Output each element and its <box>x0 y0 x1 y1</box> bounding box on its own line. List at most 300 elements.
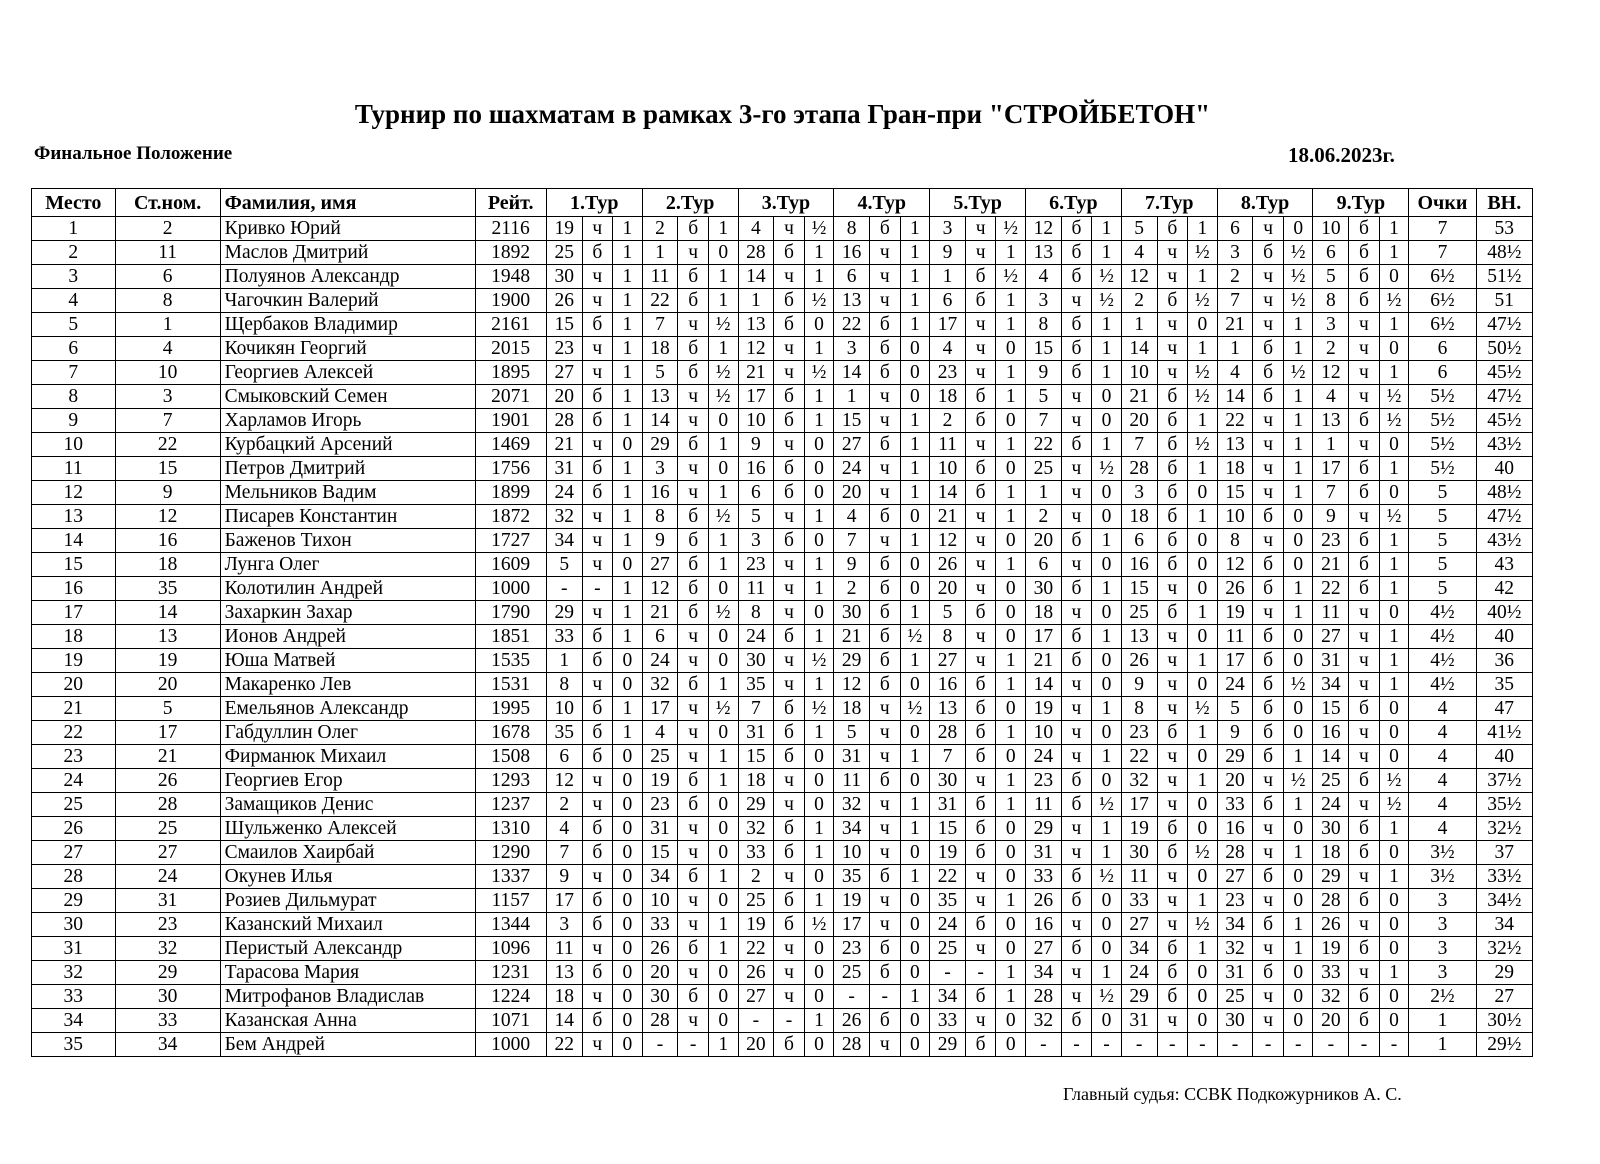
round-color-cell: ч <box>678 457 709 481</box>
round-color-cell: ч <box>1157 265 1188 289</box>
round-color-cell: б <box>1061 529 1092 553</box>
round-result-cell: 1 <box>996 649 1026 673</box>
round-opponent-cell: 9 <box>546 865 582 889</box>
round-opponent-cell: 13 <box>930 697 966 721</box>
round-result-cell: 0 <box>804 313 834 337</box>
round-result-cell: 0 <box>996 577 1026 601</box>
round-color-cell: б <box>582 913 613 937</box>
round-result-cell: 0 <box>1188 625 1218 649</box>
round-opponent-cell: 18 <box>1217 457 1253 481</box>
round-color-cell: б <box>1061 625 1092 649</box>
round-result-cell: 0 <box>996 913 1026 937</box>
round-result-cell: 1 <box>996 241 1026 265</box>
table-row <box>32 673 1533 697</box>
round-color-cell: б <box>965 985 996 1009</box>
round-opponent-cell: 32 <box>738 817 774 841</box>
round-color-cell: б <box>870 337 901 361</box>
round-color-cell: б <box>1253 625 1284 649</box>
place-cell: 20 <box>32 673 116 697</box>
points-cell: 4½ <box>1409 601 1476 625</box>
round-color-cell: ч <box>870 241 901 265</box>
round-result-cell: 0 <box>1379 889 1409 913</box>
round-color-cell: ч <box>774 769 805 793</box>
round-result-cell: 0 <box>613 649 643 673</box>
round-result-cell: ½ <box>900 697 930 721</box>
round-result-cell: 0 <box>900 337 930 361</box>
round-opponent-cell: 11 <box>1217 625 1253 649</box>
start-no-cell: 29 <box>115 961 220 985</box>
round-result-cell: 1 <box>1188 409 1218 433</box>
player-name-cell: Емельянов Александр <box>220 697 475 721</box>
round-result-cell: 0 <box>613 817 643 841</box>
round-result-cell: 1 <box>900 985 930 1009</box>
round-result-cell: 1 <box>613 697 643 721</box>
round-result-cell: 1 <box>1379 529 1409 553</box>
round-color-cell: ч <box>774 937 805 961</box>
start-no-cell: 7 <box>115 409 220 433</box>
tiebreak-cell: 48½ <box>1476 241 1532 265</box>
round-result-cell: 1 <box>1283 481 1313 505</box>
round-opponent-cell: 25 <box>930 937 966 961</box>
round-color-cell: б <box>1253 745 1284 769</box>
round-color-cell: б <box>1349 409 1380 433</box>
points-cell: 5½ <box>1409 385 1476 409</box>
place-cell: 10 <box>32 433 116 457</box>
place-cell: 33 <box>32 985 116 1009</box>
round-opponent-cell: - <box>1217 1033 1253 1057</box>
player-name-cell: Курбацкий Арсений <box>220 433 475 457</box>
round-color-cell: б <box>678 601 709 625</box>
round-color-cell: б <box>965 457 996 481</box>
round-result-cell: ½ <box>1283 241 1313 265</box>
round-color-cell: ч <box>1157 673 1188 697</box>
round-opponent-cell: 15 <box>834 409 870 433</box>
tiebreak-cell: 41½ <box>1476 721 1532 745</box>
table-row <box>32 241 1533 265</box>
round-result-cell: 1 <box>900 865 930 889</box>
round-opponent-cell: 19 <box>738 913 774 937</box>
round-opponent-cell: 34 <box>1026 961 1062 985</box>
place-cell: 19 <box>32 649 116 673</box>
player-name-cell: Баженов Тихон <box>220 529 475 553</box>
round-result-cell: 0 <box>900 673 930 697</box>
round-color-cell: б <box>774 385 805 409</box>
round-result-cell: 0 <box>1092 601 1122 625</box>
round-result-cell: 1 <box>1092 745 1122 769</box>
round-color-cell: ч <box>1253 217 1284 241</box>
round-opponent-cell: 16 <box>738 457 774 481</box>
round-result-cell: 1 <box>1283 937 1313 961</box>
table-row <box>32 505 1533 529</box>
table-row <box>32 553 1533 577</box>
tiebreak-cell: 51 <box>1476 289 1532 313</box>
player-name-cell: Маслов Дмитрий <box>220 241 475 265</box>
round-color-cell: б <box>1061 217 1092 241</box>
round-opponent-cell: 28 <box>642 1009 678 1033</box>
player-name-cell: Харламов Игорь <box>220 409 475 433</box>
round-color-cell: - <box>1061 1033 1092 1057</box>
round-color-cell: ч <box>774 649 805 673</box>
start-no-cell: 20 <box>115 673 220 697</box>
table-row <box>32 289 1533 313</box>
round-color-cell: б <box>774 1033 805 1057</box>
rating-cell: 1224 <box>475 985 546 1009</box>
round-result-cell: ½ <box>708 313 738 337</box>
round-opponent-cell: 4 <box>834 505 870 529</box>
tiebreak-cell: 48½ <box>1476 481 1532 505</box>
round-color-cell: ч <box>1253 457 1284 481</box>
round-result-cell: 1 <box>1379 457 1409 481</box>
round-color-cell: ч <box>1253 769 1284 793</box>
round-opponent-cell: 11 <box>930 433 966 457</box>
table-row <box>32 601 1533 625</box>
round-result-cell: ½ <box>804 697 834 721</box>
start-no-cell: 31 <box>115 889 220 913</box>
round-result-cell: 1 <box>900 481 930 505</box>
round-color-cell: б <box>774 313 805 337</box>
round-opponent-cell: 32 <box>1121 769 1157 793</box>
round-opponent-cell: 32 <box>642 673 678 697</box>
round-color-cell: ч <box>965 553 996 577</box>
round-color-cell: б <box>1061 937 1092 961</box>
round-color-cell: б <box>582 1009 613 1033</box>
round-opponent-cell: 5 <box>642 361 678 385</box>
round-opponent-cell: 21 <box>1121 385 1157 409</box>
round-result-cell: 0 <box>900 937 930 961</box>
round-opponent-cell: 30 <box>546 265 582 289</box>
round-color-cell: б <box>678 769 709 793</box>
round-result-cell: 0 <box>996 529 1026 553</box>
round-color-cell: ч <box>1349 721 1380 745</box>
round-color-cell: ч <box>1061 409 1092 433</box>
round-color-cell: б <box>678 865 709 889</box>
round-opponent-cell: 4 <box>1026 265 1062 289</box>
start-no-cell: 12 <box>115 505 220 529</box>
start-no-cell: 32 <box>115 937 220 961</box>
round-result-cell: ½ <box>1379 769 1409 793</box>
round-opponent-cell: 4 <box>1217 361 1253 385</box>
round-color-cell: ч <box>1253 601 1284 625</box>
round-opponent-cell: 1 <box>834 385 870 409</box>
round-color-cell: б <box>774 745 805 769</box>
round-opponent-cell: 21 <box>834 625 870 649</box>
round-color-cell: ч <box>678 889 709 913</box>
start-no-cell: 24 <box>115 865 220 889</box>
round-result-cell: 1 <box>708 865 738 889</box>
round-color-cell: б <box>678 673 709 697</box>
round-color-cell: ч <box>965 505 996 529</box>
round-opponent-cell: 25 <box>1217 985 1253 1009</box>
round-color-cell: б <box>1253 241 1284 265</box>
place-cell: 14 <box>32 529 116 553</box>
round-color-cell: б <box>1253 577 1284 601</box>
round-color-cell: б <box>1157 457 1188 481</box>
round-color-cell: б <box>1253 961 1284 985</box>
round-result-cell: 0 <box>804 961 834 985</box>
header-round-5: 5.Тур <box>930 189 1026 217</box>
table-row <box>32 313 1533 337</box>
round-result-cell: 0 <box>900 913 930 937</box>
place-cell: 2 <box>32 241 116 265</box>
points-cell: 3½ <box>1409 841 1476 865</box>
round-result-cell: 0 <box>996 745 1026 769</box>
round-opponent-cell: 6 <box>1217 217 1253 241</box>
points-cell: 6 <box>1409 337 1476 361</box>
round-opponent-cell: 6 <box>738 481 774 505</box>
round-opponent-cell: 27 <box>642 553 678 577</box>
round-opponent-cell: 11 <box>834 769 870 793</box>
round-opponent-cell: 21 <box>1313 553 1349 577</box>
round-opponent-cell: 32 <box>546 505 582 529</box>
table-row <box>32 721 1533 745</box>
round-opponent-cell: 2 <box>546 793 582 817</box>
round-result-cell: 1 <box>900 313 930 337</box>
header-round-3: 3.Тур <box>738 189 834 217</box>
rating-cell: 1000 <box>475 577 546 601</box>
round-opponent-cell: 2 <box>930 409 966 433</box>
round-opponent-cell: 25 <box>738 889 774 913</box>
round-color-cell: ч <box>1349 961 1380 985</box>
round-opponent-cell: 5 <box>1217 697 1253 721</box>
round-color-cell: б <box>1061 649 1092 673</box>
round-color-cell: б <box>1253 385 1284 409</box>
round-result-cell: ½ <box>1188 289 1218 313</box>
round-color-cell: б <box>582 457 613 481</box>
round-opponent-cell: 22 <box>1217 409 1253 433</box>
round-color-cell: ч <box>582 937 613 961</box>
round-result-cell: 0 <box>1283 721 1313 745</box>
round-opponent-cell: 12 <box>642 577 678 601</box>
round-result-cell: 1 <box>708 337 738 361</box>
round-color-cell: б <box>582 841 613 865</box>
round-color-cell: ч <box>582 673 613 697</box>
rating-cell: 2161 <box>475 313 546 337</box>
start-no-cell: 9 <box>115 481 220 505</box>
round-opponent-cell: 23 <box>738 553 774 577</box>
tiebreak-cell: 50½ <box>1476 337 1532 361</box>
round-result-cell: 1 <box>1379 313 1409 337</box>
round-result-cell: 1 <box>1188 601 1218 625</box>
round-result-cell: 1 <box>900 529 930 553</box>
round-opponent-cell: 22 <box>930 865 966 889</box>
round-result-cell: 1 <box>613 337 643 361</box>
round-result-cell: ½ <box>1283 289 1313 313</box>
table-row <box>32 577 1533 601</box>
header-points: Очки <box>1409 189 1476 217</box>
tiebreak-cell: 45½ <box>1476 409 1532 433</box>
round-opponent-cell: 8 <box>1121 697 1157 721</box>
round-result-cell: 0 <box>1188 481 1218 505</box>
round-opponent-cell: - <box>1313 1033 1349 1057</box>
round-color-cell: ч <box>1253 889 1284 913</box>
start-no-cell: 2 <box>115 217 220 241</box>
place-cell: 24 <box>32 769 116 793</box>
round-opponent-cell: 18 <box>642 337 678 361</box>
round-color-cell: б <box>1349 1009 1380 1033</box>
round-result-cell: 0 <box>996 817 1026 841</box>
place-cell: 11 <box>32 457 116 481</box>
round-result-cell: 1 <box>613 385 643 409</box>
round-opponent-cell: 2 <box>1313 337 1349 361</box>
round-opponent-cell: - <box>546 577 582 601</box>
player-name-cell: Ионов Андрей <box>220 625 475 649</box>
round-opponent-cell: 4 <box>1121 241 1157 265</box>
round-opponent-cell: 20 <box>642 961 678 985</box>
table-row <box>32 265 1533 289</box>
round-color-cell: б <box>1349 529 1380 553</box>
round-result-cell: 1 <box>996 721 1026 745</box>
round-opponent-cell: 8 <box>1217 529 1253 553</box>
round-result-cell: 0 <box>804 937 834 961</box>
round-result-cell: 1 <box>804 385 834 409</box>
round-color-cell: ч <box>582 361 613 385</box>
round-color-cell: б <box>870 601 901 625</box>
round-opponent-cell: 28 <box>1026 985 1062 1009</box>
round-result-cell: 0 <box>900 841 930 865</box>
round-result-cell: 1 <box>613 409 643 433</box>
round-color-cell: ч <box>870 289 901 313</box>
round-opponent-cell: 29 <box>546 601 582 625</box>
points-cell: 4½ <box>1409 649 1476 673</box>
round-result-cell: 1 <box>996 889 1026 913</box>
round-result-cell: 1 <box>1379 961 1409 985</box>
round-result-cell: ½ <box>1379 793 1409 817</box>
round-opponent-cell: 35 <box>834 865 870 889</box>
round-color-cell: б <box>965 697 996 721</box>
tiebreak-cell: 34 <box>1476 913 1532 937</box>
round-opponent-cell: 13 <box>834 289 870 313</box>
rating-cell: 1535 <box>475 649 546 673</box>
tiebreak-cell: 32½ <box>1476 817 1532 841</box>
player-name-cell: Чагочкин Валерий <box>220 289 475 313</box>
round-opponent-cell: 17 <box>1026 625 1062 649</box>
round-opponent-cell: 17 <box>1121 793 1157 817</box>
round-result-cell: ½ <box>1379 289 1409 313</box>
place-cell: 18 <box>32 625 116 649</box>
round-result-cell: ½ <box>1379 505 1409 529</box>
round-color-cell: б <box>678 361 709 385</box>
round-color-cell: ч <box>678 913 709 937</box>
player-name-cell: Георгиев Алексей <box>220 361 475 385</box>
round-opponent-cell: 6 <box>642 625 678 649</box>
round-color-cell: б <box>870 361 901 385</box>
round-opponent-cell: 3 <box>834 337 870 361</box>
round-result-cell: 1 <box>1379 361 1409 385</box>
points-cell: 3½ <box>1409 865 1476 889</box>
round-result-cell: ½ <box>804 913 834 937</box>
round-opponent-cell: 21 <box>930 505 966 529</box>
round-color-cell: б <box>965 601 996 625</box>
points-cell: 5 <box>1409 553 1476 577</box>
round-color-cell: б <box>678 217 709 241</box>
round-result-cell: 0 <box>996 409 1026 433</box>
round-opponent-cell: 27 <box>1313 625 1349 649</box>
round-opponent-cell: 33 <box>1217 793 1253 817</box>
round-opponent-cell: 22 <box>1026 433 1062 457</box>
round-result-cell: 1 <box>996 505 1026 529</box>
round-opponent-cell: 10 <box>1026 721 1062 745</box>
rating-cell: 1231 <box>475 961 546 985</box>
round-opponent-cell: 27 <box>834 433 870 457</box>
round-result-cell: 1 <box>613 505 643 529</box>
round-color-cell: б <box>582 313 613 337</box>
header-place: Место <box>32 189 116 217</box>
tiebreak-cell: 45½ <box>1476 361 1532 385</box>
round-opponent-cell: 31 <box>642 817 678 841</box>
round-color-cell: ч <box>870 265 901 289</box>
points-cell: 6½ <box>1409 289 1476 313</box>
round-opponent-cell: 12 <box>546 769 582 793</box>
round-opponent-cell: 30 <box>930 769 966 793</box>
round-result-cell: 1 <box>708 673 738 697</box>
place-cell: 25 <box>32 793 116 817</box>
round-opponent-cell: 19 <box>1121 817 1157 841</box>
rating-cell: 1310 <box>475 817 546 841</box>
round-result-cell: 1 <box>804 1009 834 1033</box>
round-result-cell: ½ <box>1092 289 1122 313</box>
round-color-cell: ч <box>582 529 613 553</box>
round-result-cell: 0 <box>1188 313 1218 337</box>
round-result-cell: 0 <box>1379 601 1409 625</box>
round-color-cell: б <box>1349 481 1380 505</box>
round-color-cell: ч <box>965 865 996 889</box>
subtitle: Финальное Положение <box>34 143 233 164</box>
round-color-cell: ч <box>774 505 805 529</box>
round-opponent-cell: 2 <box>642 217 678 241</box>
round-color-cell: б <box>870 217 901 241</box>
round-result-cell: 0 <box>900 769 930 793</box>
round-color-cell: ч <box>582 985 613 1009</box>
start-no-cell: 17 <box>115 721 220 745</box>
round-opponent-cell: 6 <box>834 265 870 289</box>
round-result-cell: ½ <box>804 649 834 673</box>
round-opponent-cell: 14 <box>1217 385 1253 409</box>
rating-cell: 1895 <box>475 361 546 385</box>
round-color-cell: - <box>582 577 613 601</box>
round-result-cell: 0 <box>1188 553 1218 577</box>
rating-cell: 1071 <box>475 1009 546 1033</box>
round-color-cell: ч <box>774 577 805 601</box>
round-result-cell: 1 <box>804 841 834 865</box>
start-no-cell: 34 <box>115 1033 220 1057</box>
rating-cell: 1237 <box>475 793 546 817</box>
rating-cell: 1469 <box>475 433 546 457</box>
round-opponent-cell: 27 <box>1217 865 1253 889</box>
round-result-cell: 0 <box>1092 937 1122 961</box>
round-color-cell: ч <box>1253 937 1284 961</box>
round-opponent-cell: 1 <box>930 265 966 289</box>
table-row <box>32 385 1533 409</box>
round-result-cell: 0 <box>613 841 643 865</box>
start-no-cell: 27 <box>115 841 220 865</box>
round-color-cell: б <box>870 961 901 985</box>
round-color-cell: б <box>870 625 901 649</box>
round-opponent-cell: 17 <box>1217 649 1253 673</box>
round-opponent-cell: 14 <box>1313 745 1349 769</box>
round-color-cell: б <box>965 409 996 433</box>
round-result-cell: 0 <box>900 505 930 529</box>
round-opponent-cell: 8 <box>930 625 966 649</box>
round-opponent-cell: - <box>834 985 870 1009</box>
tiebreak-cell: 47½ <box>1476 313 1532 337</box>
round-opponent-cell: 22 <box>738 937 774 961</box>
round-color-cell: ч <box>1157 625 1188 649</box>
round-color-cell: ч <box>582 217 613 241</box>
round-result-cell: 1 <box>804 241 834 265</box>
round-result-cell: 0 <box>1188 1009 1218 1033</box>
round-color-cell: ч <box>678 649 709 673</box>
round-result-cell: 0 <box>996 937 1026 961</box>
